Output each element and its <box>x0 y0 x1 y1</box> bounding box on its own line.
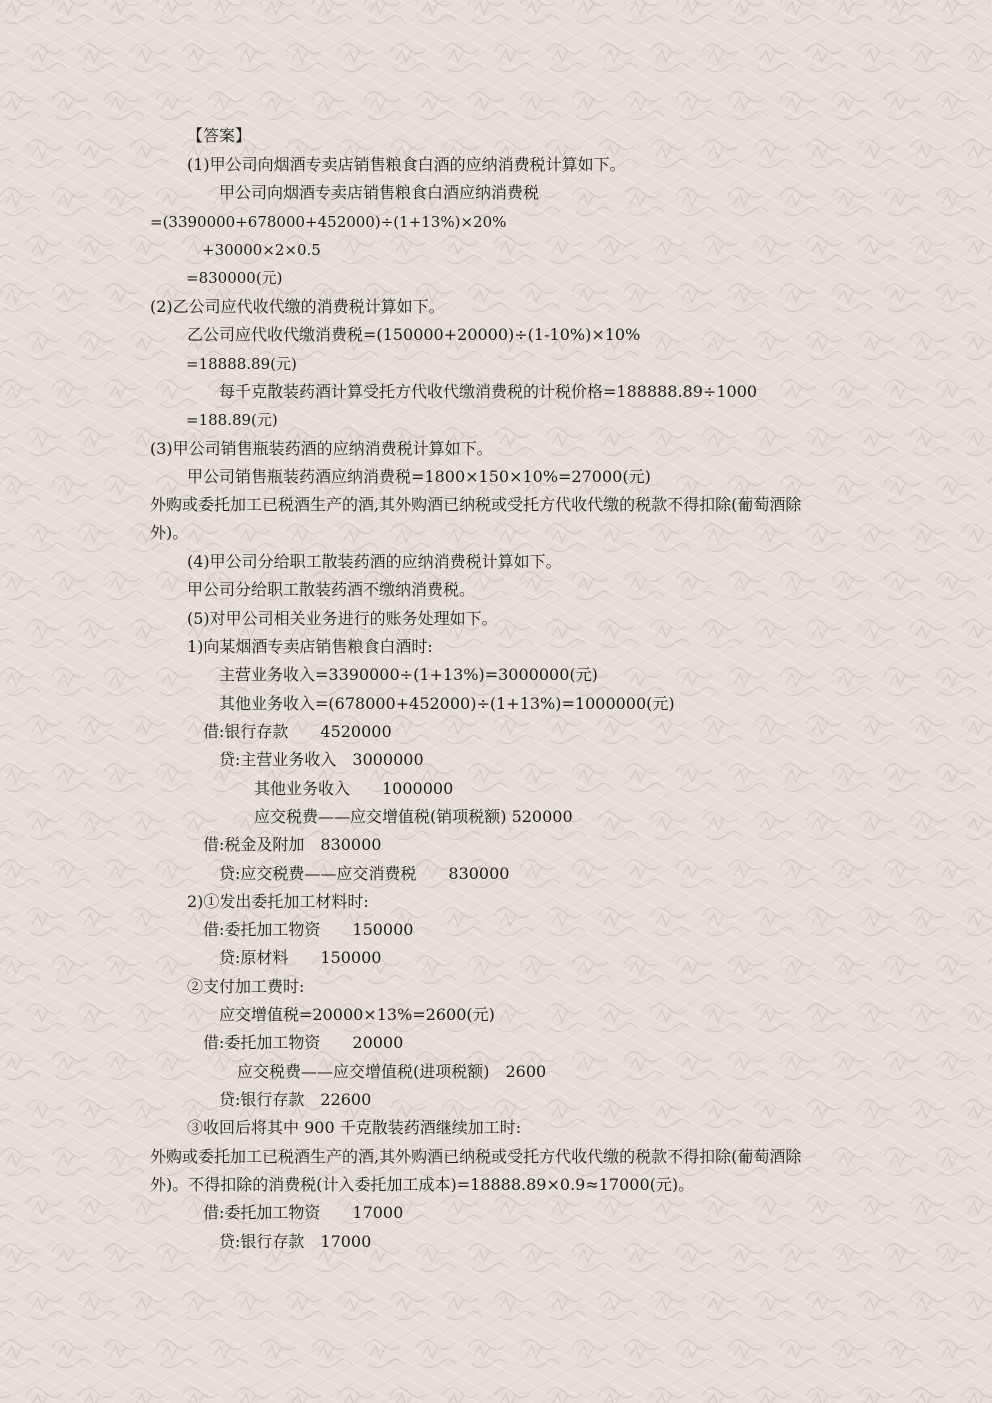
section-2-unit-price-formula: 每千克散装药酒计算受托方代收代缴消费税的计税价格=188888.89÷1000 <box>219 382 758 401</box>
section-3-formula: 甲公司销售瓶装药酒应纳消费税=1800×150×10%=27000(元) <box>187 467 651 486</box>
entry-1-credit-vat: 应交税费——应交增值税(销项税额) 520000 <box>254 807 573 826</box>
section-1-formula-label: 甲公司向烟酒专卖店销售粮食白酒应纳消费税 <box>219 183 540 202</box>
answer-heading: 【答案】 <box>187 126 252 145</box>
entry-2-credit: 贷:应交税费——应交消费税 830000 <box>219 864 510 883</box>
section-2-heading: (2)乙公司应代收代缴的消费税计算如下。 <box>150 297 445 316</box>
section-1-formula-result: =830000(元) <box>186 269 283 287</box>
section-4-heading: (4)甲公司分给职工散装药酒的应纳消费税计算如下。 <box>187 552 562 571</box>
entry-1-credit-main: 贷:主营业务收入 3000000 <box>219 750 424 769</box>
item-2-step-3-heading: ③收回后将其中 900 千克散装药酒继续加工时: <box>187 1118 522 1137</box>
entry-4-debit-vat: 应交税费——应交增值税(进项税额) 2600 <box>237 1062 547 1081</box>
item-2-vat-formula: 应交增值税=20000×13%=2600(元) <box>219 1005 495 1024</box>
entry-1-credit-other: 其他业务收入 1000000 <box>254 779 454 798</box>
item-2-step-2-heading: ②支付加工费时: <box>187 977 305 996</box>
section-2-unit-price-result: =188.89(元) <box>186 411 278 429</box>
section-1-formula-line-1: =(3390000+678000+452000)÷(1+13%)×20% <box>150 213 507 231</box>
entry-4-debit: 借:委托加工物资 20000 <box>203 1033 404 1052</box>
item-1-main-revenue: 主营业务收入=3390000÷(1+13%)=3000000(元) <box>219 665 598 684</box>
item-1-heading: 1)向某烟酒专卖店销售粮食白酒时: <box>187 637 433 656</box>
entry-1-debit: 借:银行存款 4520000 <box>203 722 392 741</box>
entry-3-debit: 借:委托加工物资 150000 <box>203 920 414 939</box>
item-2-step-3-note: 外购或委托加工已税酒生产的酒,其外购酒已纳税或受托方代收代缴的税款不得扣除(葡萄酒除外)。不得扣除的消费税(计入委托加工成本)=18888.89×0.9≈17000(元)。 <box>150 1147 802 1194</box>
section-3-heading: (3)甲公司销售瓶装药酒的应纳消费税计算如下。 <box>150 439 493 458</box>
entry-2-debit: 借:税金及附加 830000 <box>203 835 382 854</box>
section-2-formula: 乙公司应代收代缴消费税=(150000+20000)÷(1-10%)×10% <box>187 325 641 344</box>
item-2-heading: 2)①发出委托加工材料时: <box>187 892 369 911</box>
section-4-text: 甲公司分给职工散装药酒不缴纳消费税。 <box>187 580 476 599</box>
entry-4-credit: 贷:银行存款 22600 <box>219 1090 372 1109</box>
entry-5-credit: 贷:银行存款 17000 <box>219 1232 372 1251</box>
entry-5-debit: 借:委托加工物资 17000 <box>203 1203 404 1222</box>
section-5-heading: (5)对甲公司相关业务进行的账务处理如下。 <box>187 609 498 628</box>
entry-3-credit: 贷:原材料 150000 <box>219 948 382 967</box>
section-1-formula-line-2: +30000×2×0.5 <box>202 241 321 259</box>
section-1-heading: (1)甲公司向烟酒专卖店销售粮食白酒的应纳消费税计算如下。 <box>187 155 626 174</box>
item-1-other-revenue: 其他业务收入=(678000+452000)÷(1+13%)=1000000(元) <box>219 694 675 713</box>
section-2-formula-result: =18888.89(元) <box>186 355 297 373</box>
section-3-note: 外购或委托加工已税酒生产的酒,其外购酒已纳税或受托方代收代缴的税款不得扣除(葡萄酒除外)。 <box>150 495 802 542</box>
